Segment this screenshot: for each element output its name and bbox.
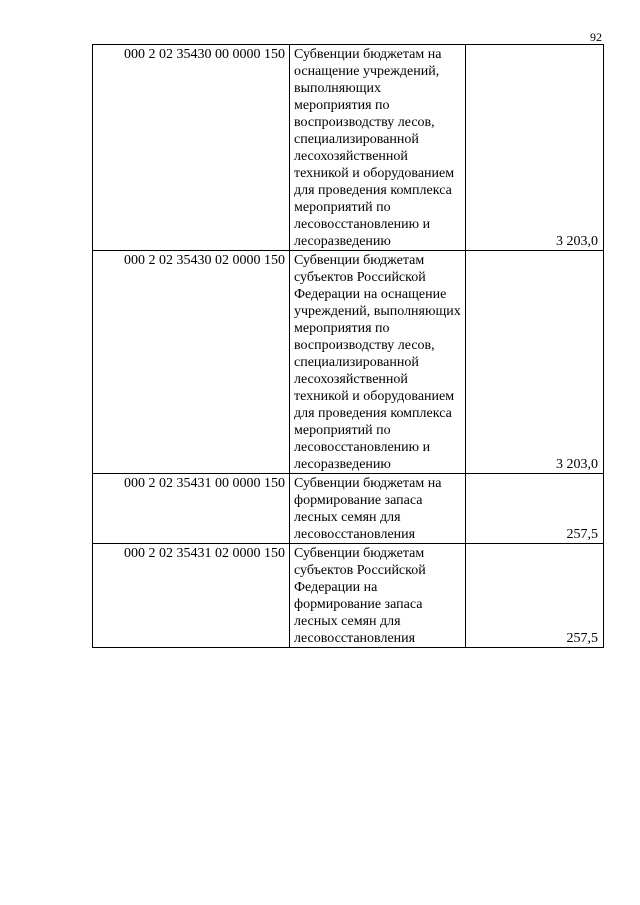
budget-name-cell: Субвенции бюджетам субъектов Российской Федерации на формирование запаса лесных семян для лесовосстановления: [290, 544, 466, 648]
budget-code-cell: 000 2 02 35430 02 0000 150: [93, 251, 290, 474]
budget-code-cell: 000 2 02 35430 00 0000 150: [93, 45, 290, 251]
table-row: [93, 45, 604, 251]
budget-code-cell: 000 2 02 35431 00 0000 150: [93, 474, 290, 544]
budget-name-cell: Субвенции бюджетам на оснащение учреждений, выполняющих мероприятия по воспроизводству лесов, специализированной лесохозяйственной техникой и оборудованием для проведения комплекса мероприятий по лесовосстановлению и лесоразведению: [290, 45, 466, 251]
budget-name-cell: Субвенции бюджетам на формирование запаса лесных семян для лесовосстановления: [290, 474, 466, 544]
table-row: [93, 474, 604, 544]
budget-table: [92, 44, 604, 648]
budget-name-cell: Субвенции бюджетам субъектов Российской Федерации на оснащение учреждений, выполняющих мероприятия по воспроизводству лесов, специализированной лесохозяйственной техникой и оборудованием для проведения комплекса мероприятий по лесовосстановлению и лесоразведению: [290, 251, 466, 474]
page-number: 92: [590, 30, 602, 44]
budget-sum-cell: 3 203,0: [466, 45, 604, 251]
table-row: [93, 251, 604, 474]
budget-sum-cell: 257,5: [466, 474, 604, 544]
budget-code-cell: 000 2 02 35431 02 0000 150: [93, 544, 290, 648]
budget-sum-cell: 257,5: [466, 544, 604, 648]
budget-sum-cell: 3 203,0: [466, 251, 604, 474]
table-row: [93, 544, 604, 648]
